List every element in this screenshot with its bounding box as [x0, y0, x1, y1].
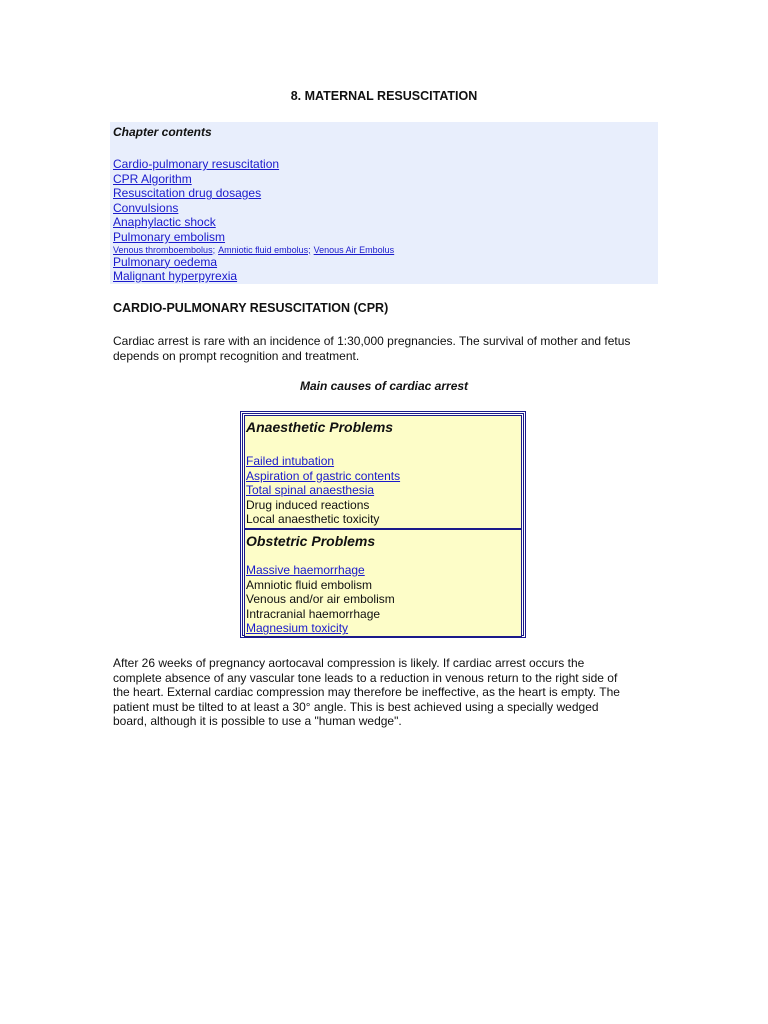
- toc-link-convulsions[interactable]: Convulsions: [113, 200, 179, 215]
- cause-link[interactable]: Failed intubation: [246, 454, 335, 468]
- toc-sublink-venous-air-embolus[interactable]: Venous Air Embolus: [313, 244, 395, 255]
- list-item: [246, 592, 395, 607]
- toc-link-anaphylactic-shock[interactable]: Anaphylactic shock: [113, 215, 216, 230]
- cause-link[interactable]: Aspiration of gastric contents: [246, 468, 401, 483]
- anaesthetic-problems-heading: Anaesthetic Problems: [246, 419, 394, 435]
- list-item: [246, 607, 395, 622]
- chapter-contents-box: [110, 122, 658, 284]
- intro-paragraph: Cardiac arrest is rare with an incidence of 1:30,000 pregnancies. The survival of mother and fetus depends on prompt recognition and treatment.: [113, 334, 631, 363]
- cause-text: Amniotic fluid embolism: [246, 577, 373, 592]
- obstetric-problems-heading: Obstetric Problems: [246, 533, 376, 549]
- list-item: [246, 578, 395, 593]
- cause-link[interactable]: Total spinal anaesthesia: [246, 483, 375, 498]
- table-caption: Main causes of cardiac arrest: [299, 379, 469, 393]
- obstetric-problems-list: [246, 563, 395, 636]
- anaesthetic-problems-cell: [244, 415, 522, 529]
- list-item: [246, 454, 400, 469]
- toc-link-cpr-algorithm[interactable]: CPR Algorithm: [113, 171, 192, 186]
- aortocaval-paragraph: After 26 weeks of pregnancy aortocaval compression is likely. If cardiac arrest occurs the complete absence of any vascular tone leads to a reduction in venous return to the right side of the heart. External cardiac compression may therefore be ineffective, as the heart is empty. The patient must be tilted to at least a 30° angle. This is best achieved using a specially wedged board, although it is possible to use a "human wedge".: [113, 656, 620, 729]
- obstetric-problems-cell: [244, 529, 522, 637]
- section-heading-cpr: CARDIO-PULMONARY RESUSCITATION (CPR): [113, 301, 389, 315]
- cause-text: Local anaesthetic toxicity: [246, 512, 380, 527]
- cause-text: Intracranial haemorrhage: [246, 606, 381, 621]
- chapter-contents-list: [113, 157, 397, 284]
- toc-link-pulmonary-embolism[interactable]: Pulmonary embolism: [113, 229, 226, 244]
- toc-link-cpr[interactable]: Cardio-pulmonary resuscitation: [113, 157, 280, 171]
- toc-sublink-amniotic-fluid-embolus[interactable]: Amniotic fluid embolus;: [218, 244, 311, 255]
- toc-link-pulmonary-oedema[interactable]: Pulmonary oedema: [113, 254, 218, 269]
- anaesthetic-problems-list: [246, 454, 400, 527]
- causes-table: [240, 411, 526, 638]
- list-item: [246, 563, 395, 578]
- list-item: [246, 483, 400, 498]
- toc-sublink-venous-thromboembolus[interactable]: Venous thromboembolus;: [113, 244, 216, 255]
- toc-link-malignant-hyperpyrexia[interactable]: Malignant hyperpyrexia: [113, 269, 238, 284]
- chapter-contents-heading: Chapter contents: [113, 125, 212, 139]
- page-title: 8. MATERNAL RESUSCITATION: [290, 89, 478, 103]
- cause-text: Venous and/or air embolism: [246, 592, 395, 607]
- list-item: [246, 498, 400, 513]
- cause-link[interactable]: Massive haemorrhage: [246, 563, 365, 577]
- cause-link[interactable]: Magnesium toxicity: [246, 621, 349, 636]
- list-item: [246, 469, 400, 484]
- list-item: [246, 512, 400, 527]
- list-item: [246, 621, 395, 636]
- toc-link-drug-dosages[interactable]: Resuscitation drug dosages: [113, 186, 262, 201]
- cause-text: Drug induced reactions: [246, 497, 370, 512]
